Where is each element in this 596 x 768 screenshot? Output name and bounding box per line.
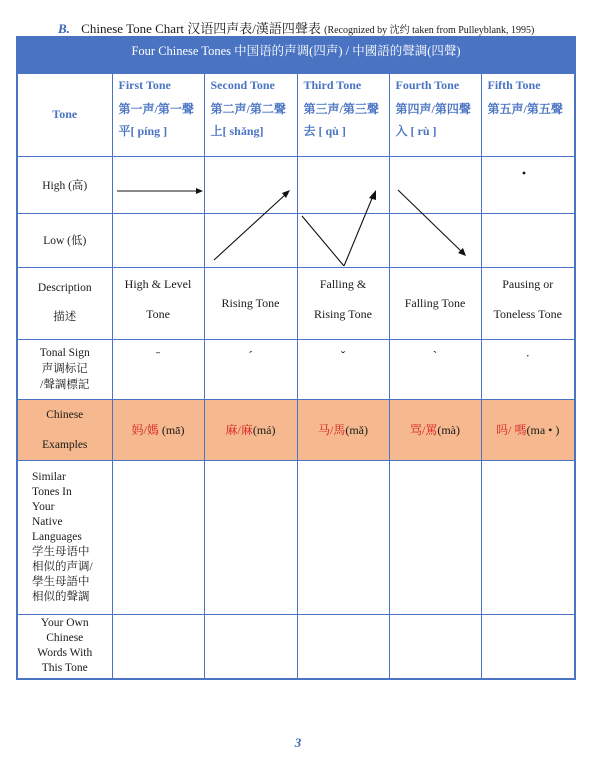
high-label: High (高) <box>18 156 112 213</box>
high-cell-second <box>204 156 297 213</box>
tonal-sign-row <box>18 339 574 399</box>
tone-label: Tone <box>18 74 112 156</box>
own-fourth[interactable] <box>389 614 481 678</box>
low-cell-fourth <box>389 213 481 267</box>
low-cell-second <box>204 213 297 267</box>
description-fifth: Pausing or Toneless Tone <box>481 267 574 339</box>
own-second[interactable] <box>204 614 297 678</box>
low-cell-third <box>297 213 389 267</box>
low-cell-first <box>112 213 204 267</box>
tone-chart-frame <box>16 36 576 680</box>
sign-third: ˇ <box>297 339 389 399</box>
high-cell-fourth <box>389 156 481 213</box>
sign-fourth: ˋ <box>389 339 481 399</box>
similar-tones-row <box>18 460 574 614</box>
high-cell-first <box>112 156 204 213</box>
chart-subtitle: (Recognized by 沈约 taken from Pulleyblank, 1995) <box>324 25 535 36</box>
description-label: Description 描述 <box>18 267 112 339</box>
similar-third[interactable] <box>297 460 389 614</box>
own-fifth[interactable] <box>481 614 574 678</box>
chart-title: Chinese Tone Chart 汉语四声表/漢語四聲表 <box>81 21 321 36</box>
section-label: B. <box>58 21 70 36</box>
examples-label: Chinese Examples <box>18 399 112 460</box>
own-words-label: Your Own Chinese Words With This Tone <box>18 614 112 678</box>
own-first[interactable] <box>112 614 204 678</box>
sign-second: ˊ <box>204 339 297 399</box>
level-arrow-icon <box>113 157 205 213</box>
tonal-sign-label: Tonal Sign 声调标记 /聲調標記 <box>18 339 112 399</box>
example-fourth: 骂/罵(mà) <box>389 399 481 460</box>
sign-fifth: · <box>481 339 574 399</box>
header-fifth-tone: Fifth Tone 第五声/第五聲 <box>481 74 574 156</box>
description-fourth: Falling Tone <box>389 267 481 339</box>
examples-row <box>18 399 574 460</box>
description-row <box>18 267 574 339</box>
high-dot-icon <box>482 157 575 213</box>
example-second: 麻/麻(má) <box>204 399 297 460</box>
own-third[interactable] <box>297 614 389 678</box>
similar-fourth[interactable] <box>389 460 481 614</box>
header-first-tone: First Tone 第一声/第一聲 平[ píng ] <box>112 74 204 156</box>
page-number: 3 <box>294 735 302 750</box>
high-cell-third <box>297 156 389 213</box>
example-third: 马/馬(mǎ) <box>297 399 389 460</box>
tone-table <box>18 74 574 678</box>
header-fourth-tone: Fourth Tone 第四声/第四聲 入 [ rù ] <box>389 74 481 156</box>
chart-heading <box>58 18 588 37</box>
description-second: Rising Tone <box>204 267 297 339</box>
own-words-row <box>18 614 574 678</box>
low-row <box>18 213 574 267</box>
similar-second[interactable] <box>204 460 297 614</box>
similar-fifth[interactable] <box>481 460 574 614</box>
table-header-row <box>18 74 574 156</box>
header-third-tone: Third Tone 第三声/第三聲 去 [ qù ] <box>297 74 389 156</box>
description-first: High & Level Tone <box>112 267 204 339</box>
sign-first: ˉ <box>112 339 204 399</box>
example-fifth: 吗/ 嗎(ma • ) <box>481 399 574 460</box>
high-row <box>18 156 574 213</box>
table-title: Four Chinese Tones 中国语的声调(四声) / 中國語的聲調(四聲) <box>18 38 574 74</box>
low-cell-fifth <box>481 213 574 267</box>
header-second-tone: Second Tone 第二声/第二聲 上[ shǎng] <box>204 74 297 156</box>
description-third: Falling & Rising Tone <box>297 267 389 339</box>
low-label: Low (低) <box>18 213 112 267</box>
similar-tones-label: Similar Tones In Your Native Languages 学生母语中 相似的声调/ 學生母語中 相似的聲調 <box>18 460 112 614</box>
example-first: 妈/媽 (mā) <box>112 399 204 460</box>
high-cell-fifth <box>481 156 574 213</box>
similar-first[interactable] <box>112 460 204 614</box>
